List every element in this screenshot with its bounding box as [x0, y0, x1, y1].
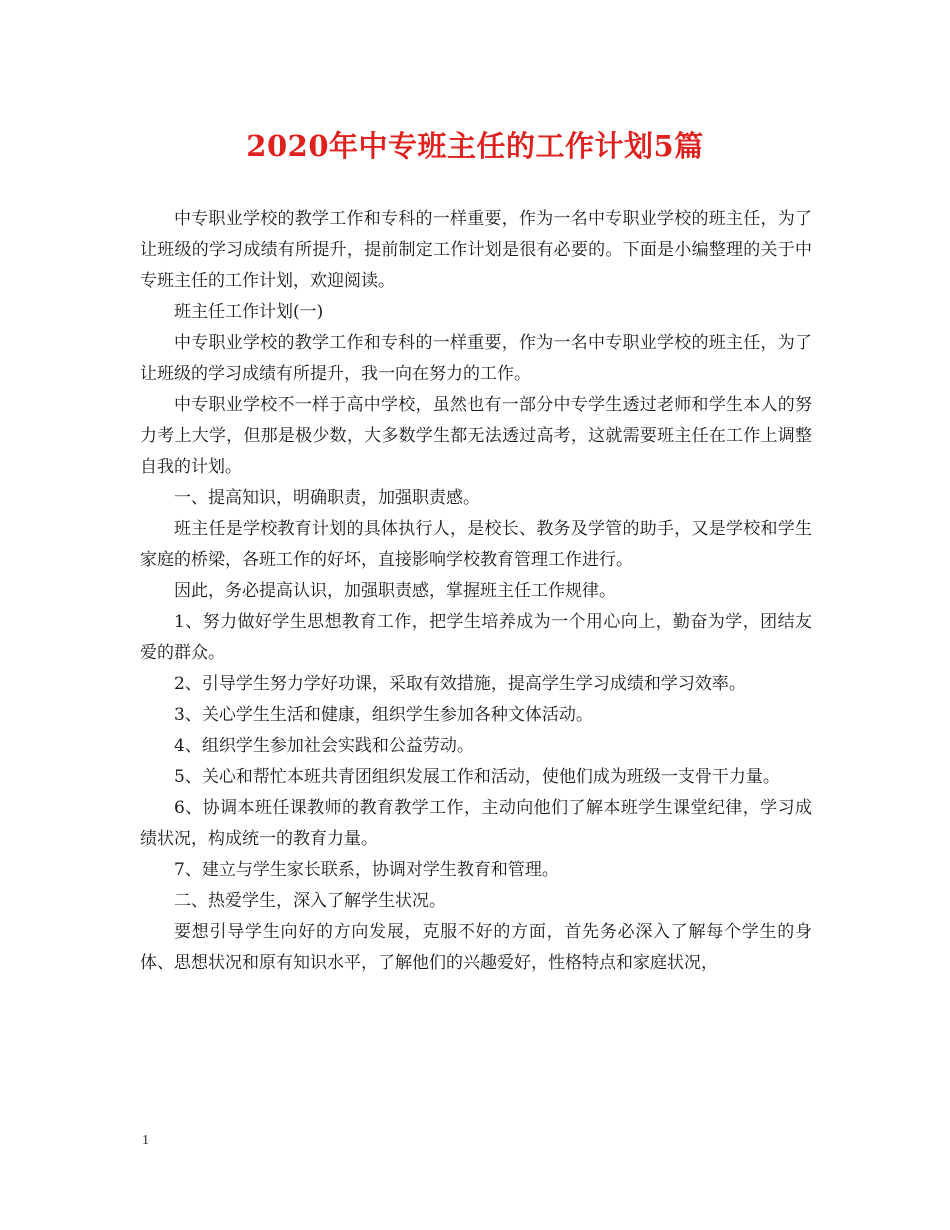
subheading-two: 二、热爱学生，深入了解学生状况。 — [174, 891, 446, 911]
list-item: 4、组织学生参加社会实践和公益劳动。 — [174, 736, 474, 756]
section-heading-plan-one: 班主任工作计划(一) — [174, 302, 324, 322]
list-item: 1、努力做好学生思想教育工作，把学生培养成为一个用心向上，勤奋为学，团结友爱的群众。 — [140, 612, 812, 663]
subheading-one: 一、提高知识，明确职责，加强职责感。 — [174, 488, 480, 508]
list-item: 5、关心和帮忙本班共青团组织发展工作和活动，使他们成为班级一支骨干力量。 — [174, 767, 780, 787]
page-number: 1 — [142, 1133, 149, 1148]
list-item: 2、引导学生努力学好功课，采取有效措施，提高学生学习成绩和学习效率。 — [174, 674, 746, 694]
document-body — [140, 204, 812, 979]
list-item: 3、关心学生生活和健康，组织学生参加各种文体活动。 — [174, 705, 593, 725]
paragraph: 要想引导学生向好的方向发展，克服不好的方面，首先务必深入了解每个学生的身体、思想状况和原有知识水平，了解他们的兴趣爱好，性格特点和家庭状况， — [140, 922, 812, 973]
paragraph: 中专职业学校的教学工作和专科的一样重要，作为一名中专职业学校的班主任，为了让班级的学习成绩有所提升，我一向在努力的工作。 — [140, 333, 812, 384]
paragraph: 班主任是学校教育计划的具体执行人，是校长、教务及学管的助手，又是学校和学生家庭的桥梁，各班工作的好坏，直接影响学校教育管理工作进行。 — [140, 519, 812, 570]
paragraph-intro: 中专职业学校的教学工作和专科的一样重要，作为一名中专职业学校的班主任，为了让班级的学习成绩有所提升，提前制定工作计划是很有必要的。下面是小编整理的关于中专班主任的工作计划，欢迎阅读。 — [140, 209, 812, 291]
paragraph: 中专职业学校不一样于高中学校，虽然也有一部分中专学生透过老师和学生本人的努力考上大学，但那是极少数，大多数学生都无法透过高考，这就需要班主任在工作上调整自我的计划。 — [140, 395, 812, 477]
list-item: 7、建立与学生家长联系，协调对学生教育和管理。 — [174, 860, 559, 880]
list-item: 6、协调本班任课教师的教育教学工作，主动向他们了解本班学生课堂纪律，学习成绩状况，构成统一的教育力量。 — [140, 798, 812, 849]
document-title: 2020年中专班主任的工作计划5篇 — [246, 129, 704, 163]
paragraph: 因此，务必提高认识，加强职责感，掌握班主任工作规律。 — [174, 581, 616, 601]
